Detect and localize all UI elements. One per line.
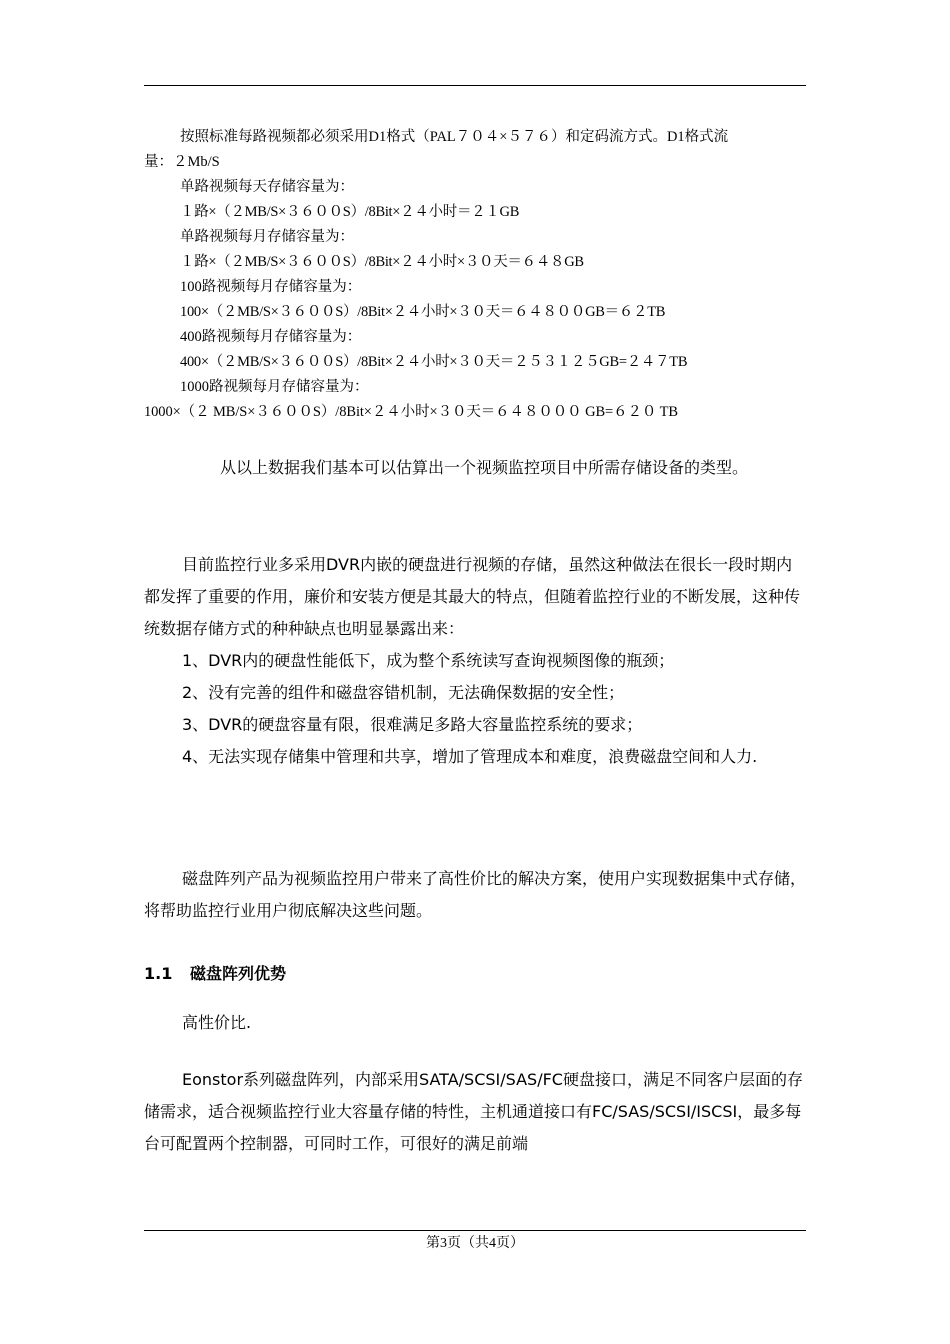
section-subtitle: 高性价比. [182,1013,252,1032]
dvr-problem-item: 4、无法实现存储集中管理和共享，增加了管理成本和难度，浪费磁盘空间和人力. [182,747,758,766]
dvr-problems [144,549,806,773]
summary-text: 从以上数据我们基本可以估算出一个视频监控项目中所需存储设备的类型。 [220,458,749,477]
header-rule [144,85,806,86]
section-number: 1.1 [144,964,173,983]
eonstor-paragraph: Eonstor系列磁盘阵列，内部采用SATA/SCSI/SAS/FC硬盘接口，满足不同客户层面的存储需求，适合视频监控行业大容量存储的特性，主机通道接口有FC/SAS/SCSI/ISCSI，最多每台可配置两个控制器，可同时工作，可很好的满足前端 [144,1070,803,1153]
calc-label: 1000路视频每月存储容量为： [180,379,369,395]
solution-paragraph [144,863,806,927]
calc-label: 100路视频每月存储容量为： [180,279,362,295]
footer-rule [144,1230,806,1231]
section-body-paragraph [144,1064,806,1160]
calc-formula: 400×（２MB/S×３６００S）/8Bit×２４小时×３０天＝２５３１２５GB=２４７TB [180,354,688,370]
section-heading [144,960,286,988]
section-title: 磁盘阵列优势 [190,964,287,983]
solution-text: 磁盘阵列产品为视频监控用户带来了高性价比的解决方案，使用户实现数据集中式存储，将帮助监控行业用户彻底解决这些问题。 [144,869,807,920]
intro-line-1: 按照标准每路视频都必须采用D1格式（PAL７０４×５７６）和定码流方式。D1格式流 [180,129,729,145]
summary-paragraph [144,452,806,484]
page-number: 第3页（共4页） [426,1236,524,1251]
dvr-problem-item: 3、DVR的硬盘容量有限，很难满足多路大容量监控系统的要求； [182,715,643,734]
dvr-problem-item: 2、没有完善的组件和磁盘容错机制，无法确保数据的安全性； [182,683,625,702]
calc-formula: 1000×（２ MB/S×３６００S）/8Bit×２４小时×３０天＝６４８０００ GB=６２０ TB [144,404,678,420]
intro-line-2: 量：２Mb/S [144,154,220,170]
calc-label: 单路视频每天存储容量为： [180,179,354,195]
calc-formula: 100×（２MB/S×３６００S）/8Bit×２４小时×３０天＝６４８００GB＝６２TB [180,304,666,320]
dvr-intro-paragraph: 目前监控行业多采用DVR内嵌的硬盘进行视频的存储，虽然这种做法在很长一段时期内都发挥了重要的作用，廉价和安装方便是其最大的特点，但随着监控行业的不断发展，这种传统数据存储方式的种种缺点也明显暴露出来： [144,555,801,638]
calc-label: 400路视频每月存储容量为： [180,329,362,345]
calc-label: 单路视频每月存储容量为： [180,229,354,245]
dvr-problem-item: 1、DVR内的硬盘性能低下，成为整个系统读写查询视频图像的瓶颈； [182,651,675,670]
calc-formula: １路×（２MB/S×３６００S）/8Bit×２４小时＝２１GB [180,204,520,220]
calc-formula: １路×（２MB/S×３６００S）/8Bit×２４小时×３０天＝６４８GB [180,254,584,270]
section-body [144,1007,806,1039]
